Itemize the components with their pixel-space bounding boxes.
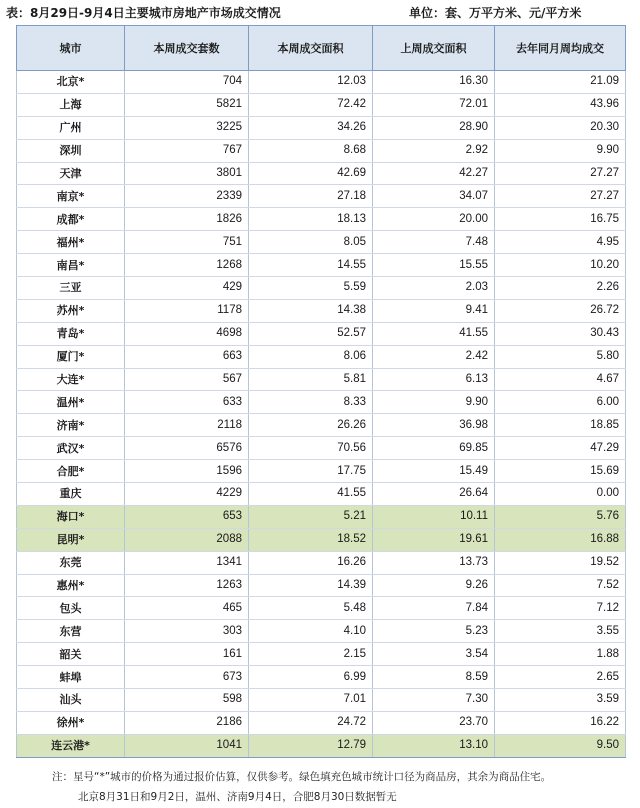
cell-units: 633 [125,391,249,414]
table-row [17,231,626,254]
cell-city: 三亚 [17,277,125,300]
market-table [16,25,626,758]
cell-units: 673 [125,666,249,689]
cell-city: 包头 [17,597,125,620]
table-row [17,551,626,574]
cell-area: 2.15 [249,643,373,666]
cell-city: 合肥* [17,460,125,483]
cell-yoy: 19.52 [495,551,626,574]
unit-label: 单位：套、万平方米、元/平方米 [409,6,582,20]
cell-units: 429 [125,277,249,300]
cell-area: 4.10 [249,620,373,643]
cell-area: 14.55 [249,254,373,277]
cell-city: 南京* [17,185,125,208]
table-row [17,597,626,620]
cell-last-area: 9.90 [373,391,495,414]
cell-last-area: 2.92 [373,139,495,162]
cell-yoy: 16.75 [495,208,626,231]
cell-units: 767 [125,139,249,162]
cell-yoy: 26.72 [495,299,626,322]
table-row [17,345,626,368]
cell-yoy: 9.50 [495,734,626,757]
cell-city: 海口* [17,505,125,528]
table-row [17,460,626,483]
cell-city: 福州* [17,231,125,254]
cell-last-area: 36.98 [373,414,495,437]
table-row [17,71,626,94]
cell-city: 广州 [17,116,125,139]
cell-units: 663 [125,345,249,368]
table-row [17,254,626,277]
table-row [17,391,626,414]
cell-city: 青岛* [17,322,125,345]
cell-area: 5.21 [249,505,373,528]
table-row [17,277,626,300]
cell-yoy: 10.20 [495,254,626,277]
cell-yoy: 0.00 [495,483,626,506]
table-row [17,666,626,689]
cell-area: 34.26 [249,116,373,139]
cell-units: 1268 [125,254,249,277]
cell-area: 42.69 [249,162,373,185]
table-row [17,162,626,185]
table-row [17,93,626,116]
cell-last-area: 9.26 [373,574,495,597]
cell-units: 1341 [125,551,249,574]
cell-yoy: 30.43 [495,322,626,345]
cell-city: 温州* [17,391,125,414]
cell-last-area: 26.64 [373,483,495,506]
cell-units: 653 [125,505,249,528]
cell-city: 厦门* [17,345,125,368]
cell-area: 18.13 [249,208,373,231]
cell-units: 4698 [125,322,249,345]
table-row [17,643,626,666]
header-yoy: 去年同月周均成交 [495,26,626,71]
cell-units: 2118 [125,414,249,437]
cell-last-area: 28.90 [373,116,495,139]
cell-city: 惠州* [17,574,125,597]
cell-city: 南昌* [17,254,125,277]
table-row [17,711,626,734]
cell-yoy: 6.00 [495,391,626,414]
table-row [17,322,626,345]
cell-last-area: 20.00 [373,208,495,231]
cell-yoy: 21.09 [495,71,626,94]
table-row [17,574,626,597]
cell-units: 2088 [125,528,249,551]
cell-city: 蚌埠 [17,666,125,689]
cell-city: 上海 [17,93,125,116]
cell-last-area: 2.42 [373,345,495,368]
table-row [17,116,626,139]
cell-city: 连云港* [17,734,125,757]
cell-area: 5.59 [249,277,373,300]
footnote-line-1: 注：星号“*”城市的价格为通过报价估算，仅供参考。绿色填充色城市统计口径为商品房，其余为商品住宅。 [52,771,552,783]
cell-units: 751 [125,231,249,254]
cell-area: 41.55 [249,483,373,506]
cell-last-area: 8.59 [373,666,495,689]
cell-yoy: 5.80 [495,345,626,368]
cell-yoy: 16.88 [495,528,626,551]
cell-last-area: 5.23 [373,620,495,643]
table-row [17,437,626,460]
title-bar [6,4,636,22]
footnote-line-2: 北京8月31日和9月2日，温州、济南9月4日，合肥8月30日数据暂无 [78,791,397,803]
cell-area: 14.38 [249,299,373,322]
cell-area: 8.33 [249,391,373,414]
cell-area: 8.68 [249,139,373,162]
cell-units: 1263 [125,574,249,597]
cell-area: 5.48 [249,597,373,620]
cell-units: 598 [125,689,249,712]
cell-city: 徐州* [17,711,125,734]
cell-city: 成都* [17,208,125,231]
cell-last-area: 10.11 [373,505,495,528]
cell-yoy: 3.55 [495,620,626,643]
cell-yoy: 4.95 [495,231,626,254]
cell-city: 东莞 [17,551,125,574]
header-area: 本周成交面积 [249,26,373,71]
cell-units: 2186 [125,711,249,734]
table-row [17,505,626,528]
cell-yoy: 9.90 [495,139,626,162]
cell-last-area: 23.70 [373,711,495,734]
cell-last-area: 41.55 [373,322,495,345]
cell-units: 704 [125,71,249,94]
table-body [17,71,626,758]
cell-last-area: 3.54 [373,643,495,666]
cell-area: 72.42 [249,93,373,116]
cell-units: 1178 [125,299,249,322]
cell-yoy: 16.22 [495,711,626,734]
cell-city: 韶关 [17,643,125,666]
cell-last-area: 6.13 [373,368,495,391]
cell-city: 济南* [17,414,125,437]
cell-yoy: 47.29 [495,437,626,460]
cell-yoy: 7.12 [495,597,626,620]
table-row [17,208,626,231]
cell-city: 北京* [17,71,125,94]
cell-area: 52.57 [249,322,373,345]
cell-last-area: 2.03 [373,277,495,300]
cell-area: 16.26 [249,551,373,574]
cell-units: 1826 [125,208,249,231]
cell-area: 12.79 [249,734,373,757]
cell-units: 303 [125,620,249,643]
cell-units: 567 [125,368,249,391]
cell-city: 昆明* [17,528,125,551]
cell-last-area: 15.49 [373,460,495,483]
cell-area: 14.39 [249,574,373,597]
cell-yoy: 15.69 [495,460,626,483]
cell-city: 深圳 [17,139,125,162]
cell-yoy: 2.65 [495,666,626,689]
cell-last-area: 34.07 [373,185,495,208]
cell-last-area: 16.30 [373,71,495,94]
cell-yoy: 1.88 [495,643,626,666]
table-row [17,368,626,391]
header-city: 城市 [17,26,125,71]
cell-last-area: 7.48 [373,231,495,254]
table-row [17,414,626,437]
cell-units: 1041 [125,734,249,757]
cell-units: 6576 [125,437,249,460]
cell-yoy: 43.96 [495,93,626,116]
cell-units: 3801 [125,162,249,185]
cell-last-area: 7.30 [373,689,495,712]
cell-yoy: 7.52 [495,574,626,597]
cell-units: 161 [125,643,249,666]
cell-last-area: 13.73 [373,551,495,574]
cell-yoy: 27.27 [495,185,626,208]
cell-units: 4229 [125,483,249,506]
cell-city: 武汉* [17,437,125,460]
cell-yoy: 20.30 [495,116,626,139]
cell-yoy: 3.59 [495,689,626,712]
table-row [17,139,626,162]
cell-city: 大连* [17,368,125,391]
cell-city: 汕头 [17,689,125,712]
cell-last-area: 9.41 [373,299,495,322]
cell-city: 重庆 [17,483,125,506]
cell-area: 6.99 [249,666,373,689]
cell-area: 18.52 [249,528,373,551]
cell-last-area: 19.61 [373,528,495,551]
table-row [17,299,626,322]
cell-area: 17.75 [249,460,373,483]
cell-yoy: 5.76 [495,505,626,528]
table-title: 表：8月29日-9月4日主要城市房地产市场成交情况 [6,6,281,20]
cell-area: 8.06 [249,345,373,368]
cell-yoy: 27.27 [495,162,626,185]
cell-yoy: 2.26 [495,277,626,300]
cell-area: 5.81 [249,368,373,391]
cell-city: 天津 [17,162,125,185]
cell-area: 12.03 [249,71,373,94]
cell-city: 苏州* [17,299,125,322]
table-row [17,185,626,208]
cell-units: 465 [125,597,249,620]
table-row [17,483,626,506]
header-row [17,26,626,71]
cell-last-area: 7.84 [373,597,495,620]
cell-yoy: 18.85 [495,414,626,437]
cell-area: 8.05 [249,231,373,254]
cell-units: 1596 [125,460,249,483]
cell-area: 26.26 [249,414,373,437]
cell-yoy: 4.67 [495,368,626,391]
cell-area: 7.01 [249,689,373,712]
cell-last-area: 42.27 [373,162,495,185]
cell-units: 2339 [125,185,249,208]
table-row [17,689,626,712]
cell-last-area: 13.10 [373,734,495,757]
cell-units: 5821 [125,93,249,116]
footnote [52,768,638,803]
header-last-area: 上周成交面积 [373,26,495,71]
cell-units: 3225 [125,116,249,139]
cell-area: 27.18 [249,185,373,208]
table-row [17,620,626,643]
cell-last-area: 15.55 [373,254,495,277]
table-header [17,26,626,71]
table-row [17,528,626,551]
table-row [17,734,626,757]
cell-last-area: 72.01 [373,93,495,116]
cell-area: 24.72 [249,711,373,734]
header-units: 本周成交套数 [125,26,249,71]
cell-city: 东营 [17,620,125,643]
cell-area: 70.56 [249,437,373,460]
cell-last-area: 69.85 [373,437,495,460]
